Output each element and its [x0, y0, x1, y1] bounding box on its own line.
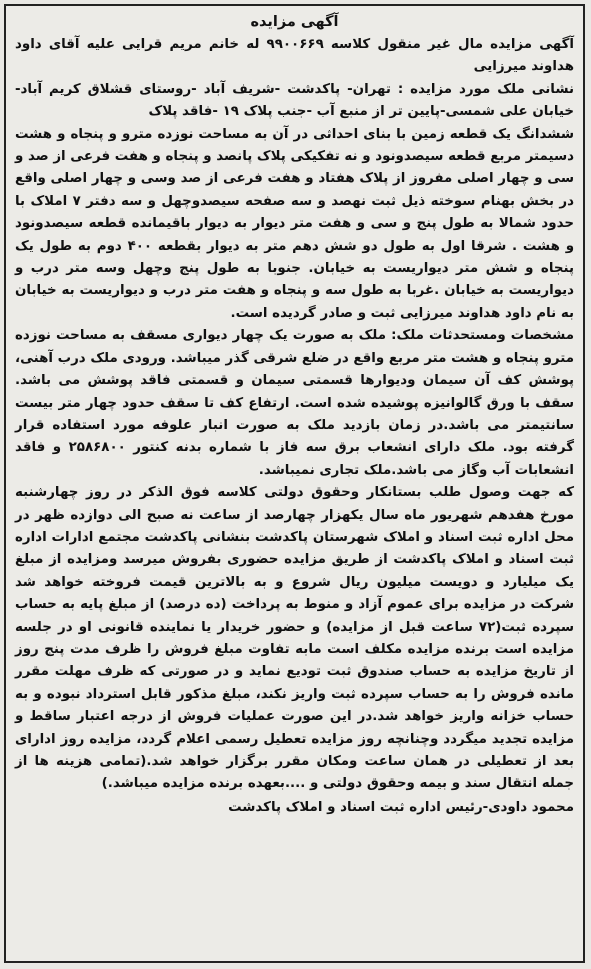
auction-notice [4, 4, 585, 963]
notice-title: آگهی مزایده [250, 14, 339, 30]
signature-line: محمود داودی-رئیس اداره ثبت اسناد و املاک پاکدشت [228, 799, 574, 815]
property-specifications: مشخصات ومستحدثات ملک: ملک به صورت یک چهار دیواری مسقف به مساحت نوزده مترو پنجاه و هشت متر مربع واقع در ضلع شرقی گذر میباشد. ورودی ملک درب آهنی، پوشش کف آن سیمان ودیوارها قسمتی سیمان و قسمتی فاقد پوشش می باشد. سقف با ورق گالوانیزه پوشیده شده است. ارتفاع کف تا سقف حدود چهار متر بیست سانتیمتر می باشد.در زمان بازدید ملک به صورت انبار علوفه مورد استفاده قرار گرفته بود. ملک دارای انشعاب برق سه فاز با شماره بدنه کنتور ۲۵۸۶۸۰۰ و فاقد انشعابات آب وگاز می باشد.ملک تجاری نمیباشد. [15, 328, 574, 478]
property-address: نشانی ملک مورد مزایده : تهران- پاکدشت -شریف آباد -روستای قشلاق کریم آباد- خیابان علی شمسی-پایین تر از منبع آب -جنب پلاک ۱۹ -فاقد پلاک [15, 81, 574, 120]
notice-heading-line: آگهی مزایده مال غیر منقول کلاسه ۹۹۰۰۶۶۹ له خانم مریم قرایی علیه آقای داود هداوند میرزایی [15, 37, 574, 75]
auction-terms: که جهت وصول طلب بستانکار وحقوق دولتی کلاسه فوق الذکر در روز چهارشنبه مورخ هفدهم شهریور ماه سال یکهزار چهارصد از ساعت نه صبح الی دوازده ظهر در محل اداره ثبت اسناد و املاک شهرستان پاکدشت بنشانی پاکدشت مجتمع ادارات اداره ثبت اسناد و املاک پاکدشت از طریق مزایده حضوری بفروش میرسد ومزایده از مبلغ یک میلیارد و دویست میلیون ریال شروع و به بالاترین قیمت فروخته خواهد شد شرکت در مزایده برای عموم آزاد و منوط به پرداخت (ده درصد) از مبلغ پایه به حساب سپرده ثبت(۷۲ ساعت قبل از مزایده) و حضور خریدار یا نماینده قانونی او در جلسه مزایده است برنده مزایده مکلف است مابه تفاوت مبلغ فروش را ظرف مدت پنج روز از تاریخ مزایده به حساب صندوق ثبت تودیع نماید و در صورتی که ظرف مهلت مقرر مانده فروش را به حساب سپرده ثبت واریز نکند، مبلغ مذکور قابل استرداد نبوده و به حساب خزانه واریز خواهد شد.در این صورت عملیات فروش از درجه اعتبار ساقط و مزایده تجدید میگردد وچنانچه روز مزایده تعطیل رسمی اعلام گردد، مزایده روز ادارای بعد از تعطیلی در همان ساعت ومکان مقرر برگزار خواهد شد.(تمامی هزینه ها از جمله انتقال سند و بیمه وحقوق دولتی و ....بعهده برنده مزایده میباشد.) [15, 485, 574, 792]
property-description: ششدانگ یک قطعه زمین با بنای احداثی در آن به مساحت نوزده مترو و پنجاه و هشت دسیمتر مربع قطعه سیصدونود و نه تفکیکی پلاک پانصد و پنجاه و هفت فرعی از صد و سی و چهار اصلی مفروز از پلاک هفتاد و هفت فرعی از صد وسی و چهار اصلی واقع در بخش بهنام سوخته ذیل ثبت نهصد و سه صفحه سیصدوچهل و سه دفتر ۷ املاک با حدود شمالا به طول پنج و سی و هفت متر دیوار به دیوار باقیمانده قطعه سیصدونود و هشت . شرقا اول به طول دو شش دهم متر به دیوار بقطعه ۴۰۰ دوم به طول یک پنجاه و شش متر دیواریست به خیابان. جنوبا به طول پنج وچهل وسه متر درب و دیواریست به خیابان .غربا به طول سه و پنجاه و هفت متر درب و دیواریست به خیابان به نام داود هداوند میرزایی ثبت و صادر گردیده است. [15, 126, 575, 321]
